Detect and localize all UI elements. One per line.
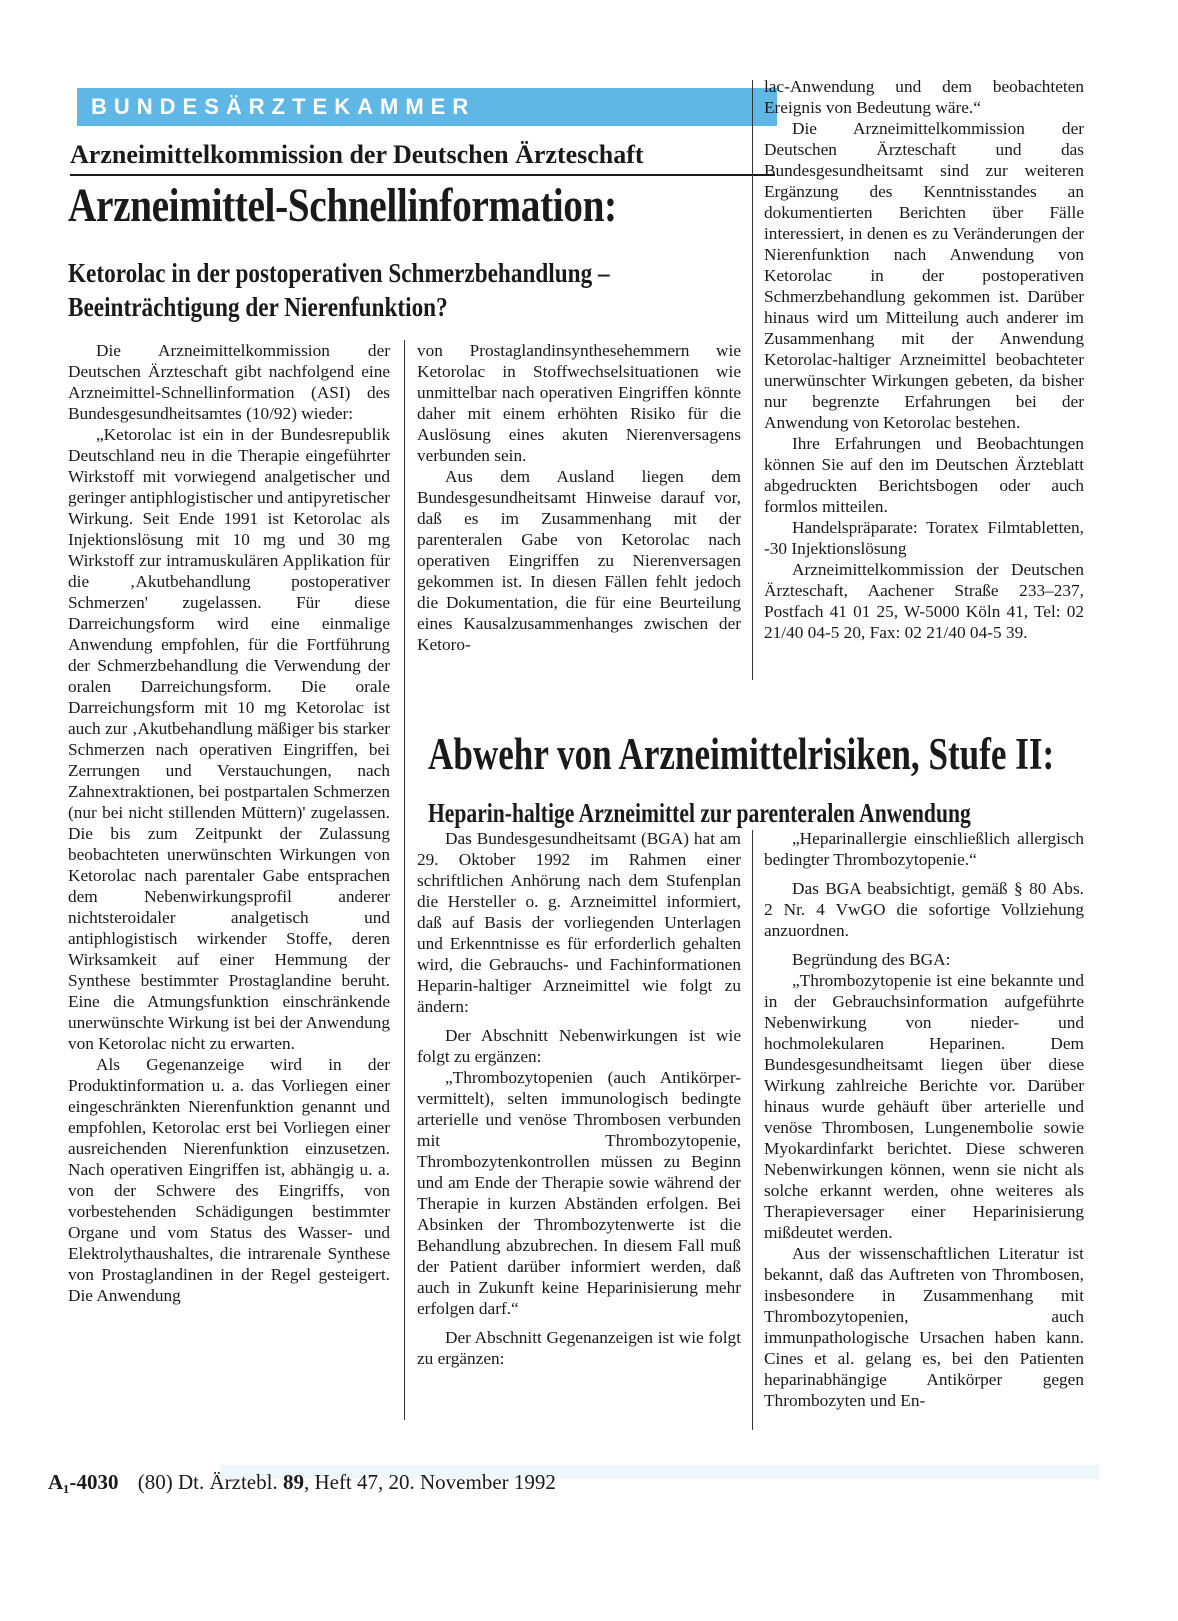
banner-label: BUNDESÄRZTEKAMMER — [91, 94, 476, 119]
paragraph: „Ketorolac ist ein in der Bundesrepublik Deutschland neu in die Therapie eingeführter Wirkstoff mit vorwiegend analgetischer und geringer antiphlogistischer und antipyretischer Wirkung. Seit Ende 1991 ist Ketorolac als Injektionslösung mit 10 mg und 30 mg Wirkstoff zur intramuskulären Applikation für die ‚Akutbehandlung postoperativer Schmerzen' zugelassen. Für diese Darreichungsform wird eine einmalige Anwendung empfohlen, für die Fortführung der Schmerzbehandlung die Verwendung der oralen Darreichungsform. Die orale Darreichungsform mit 10 mg Ketorolac ist auch zur ‚Akutbehandlung mäßiger bis starker Schmerzen nach operativen Eingriffen, bei Zerrungen und Verstauchungen, nach Zahnextraktionen, bei postpartalen Schmerzen (nur bei nicht stillenden Müttern)' zugelassen. Die bis zum Zeitpunkt der Zulassung beobachteten unerwünschten Wirkungen von Ketorolac nach parentaler Gabe entsprachen dem Nebenwirkungsprofil anderer nichtsteroidaler analgetisch und antiphlogistisch wirkender Stoffe, deren Wirksamkeit auf einer Hemmung der Synthese bestimmter Prostaglandine beruht. Eine die Atmungsfunktion einschränkende unerwünschte Wirkung ist bei der Anwendung von Ketorolac nicht zu erwarten. — [68, 425, 391, 1053]
article1-column-2 — [417, 340, 741, 655]
paragraph: von Prostaglandinsynthesehemmern wie Ketorolac in Stoffwechselsituationen wie unmittelbar nach operativen Eingriffen könnte daher mit einem erhöhten Risiko für die Auslösung eines akuten Nierenversagens verbunden sein. — [417, 341, 741, 465]
commission-heading: Arzneimittelkommission der Deutschen Ärzteschaft — [70, 140, 775, 176]
article1-column-3 — [764, 76, 1084, 643]
article-subtitle — [68, 256, 610, 324]
paragraph: Das BGA beabsichtigt, gemäß § 80 Abs. 2 Nr. 4 VwGO die sofortige Vollziehung anzuordnen. — [764, 879, 1084, 940]
paragraph: „Thrombozytopenien (auch Antikörper-vermittelt), selten immunologisch bedingte arterielle und venöse Thrombosen verbunden mit Thrombozytopenie, Thrombozytenkontrollen müssen zu Beginn und am Ende der Therapie sowie während der Therapie in kurzen Abständen erfolgen. Bei Absinken der Thrombozytenwerte ist die Behandlung abzubrechen. In diesem Fall muß der Patient darüber informiert werden, daß auch in Zukunft keine Heparinisierung mehr erfolgen darf.“ — [417, 1068, 741, 1318]
paragraph: Das Bundesgesundheitsamt (BGA) hat am 29. Oktober 1992 im Rahmen einer schriftlichen Anhörung nach dem Stufenplan die Hersteller o. g. Arzneimittel informiert, daß auf Basis der vorliegenden Unterlagen und Erkenntnisse es für erforderlich gehalten wird, die Gebrauchs- und Fachinformationen Heparin-haltiger Arzneimittel wie folgt zu ändern: — [417, 829, 741, 1016]
paragraph: lac-Anwendung und dem beobachteten Ereignis von Bedeutung wäre.“ — [764, 77, 1084, 117]
article-title: Arzneimittel-Schnellinformation: — [68, 179, 617, 232]
paragraph: „Heparinallergie einschließlich allergisch bedingter Thrombozytopenie.“ — [764, 829, 1084, 869]
journal-volume: 89 — [282, 1470, 304, 1494]
article2-subtitle: Heparin-haltige Arzneimittel zur parenteralen Anwendung — [428, 798, 971, 828]
article2-column-2 — [764, 828, 1084, 1411]
column-divider — [404, 340, 405, 1420]
paragraph: Der Abschnitt Gegenanzeigen ist wie folgt zu ergänzen: — [417, 1328, 741, 1368]
section-banner — [77, 88, 777, 126]
paragraph: „Thrombozytopenie ist eine bekannte und in der Gebrauchsinformation aufgeführte Nebenwirkung von nieder- und hochmolekularen Heparinen. Dem Bundesgesundheitsamt liegen über diese Wirkung zahlreiche Berichte vor. Darüber hinaus wurde gehäuft über arterielle und venöse Thrombosen, Lungenembolie sowie Myokardinfarkt berichtet. Diese schweren Nebenwirkungen können, wenn sie nicht als solche erkannt werden, ohne weiteres als Therapieversager einer Heparinisierung mißdeutet werden. — [764, 971, 1084, 1242]
page-number: (80) — [137, 1470, 173, 1494]
article-subtitle-line-2: Beeinträchtigung der Nierenfunktion? — [68, 292, 448, 322]
paragraph: Die Arzneimittelkommission der Deutschen Ärzteschaft gibt nachfolgend eine Arzneimittel-Schnellinformation (ASI) des Bundesgesundheitsamtes (10/92) wieder: — [68, 341, 390, 423]
page-footer — [48, 1470, 556, 1495]
paragraph: Handelspräparate: Toratex Filmtabletten, -30 Injektionslösung — [764, 518, 1084, 558]
column-divider — [752, 830, 753, 1430]
paragraph: Arzneimittelkommission der Deutschen Ärzteschaft, Aachener Straße 233–237, Postfach 41 01 25, W-5000 Köln 41, Tel: 02 21/40 04-5 20, Fax: 02 21/40 04-5 39. — [764, 560, 1084, 642]
page-code: A₁-4030 — [48, 1470, 119, 1494]
article2-column-1 — [417, 828, 741, 1369]
paragraph: Der Abschnitt Nebenwirkungen ist wie folgt zu ergänzen: — [417, 1026, 741, 1066]
paragraph: Die Arzneimittelkommission der Deutschen Ärzteschaft und das Bundesgesundheitsamt sind zur weiteren Ergänzung des Kenntnisstandes an dokumentierten Berichten über Fälle interessiert, in denen es zu Veränderungen der Nierenfunktion nach Anwendung von Ketorolac in der postoperativen Schmerzbehandlung gekommen ist. Darüber hinaus wird um Mitteilung auch anderer im Zusammenhang mit der Anwendung Ketorolac-haltiger Arzneimittel beobachteter unerwünschter Wirkungen gebeten, da bisher nur begrenzte Erfahrungen bei der Anwendung von Ketorolac bestehen. — [764, 119, 1084, 432]
article-subtitle-line-1: Ketorolac in der postoperativen Schmerzbehandlung – — [68, 258, 610, 288]
journal-name: Dt. Ärztebl. — [177, 1470, 278, 1494]
paragraph: Als Gegenanzeige wird in der Produktinformation u. a. das Vorliegen einer eingeschränkten Nierenfunktion genannt und empfohlen, Ketorolac erst bei Vorliegen einer ausreichenden Nierenfunktion einzusetzen. Nach operativen Eingriffen ist, abhängig u. a. von der Schwere des Eingriffs, von vorbestehenden Schädigungen bestimmter Organe und vom Status des Wasser- und Elektrolythaushaltes, die intrarenale Synthese von Prostaglandinen in der Regel gesteigert. Die Anwendung — [68, 1055, 390, 1305]
column-divider — [752, 80, 753, 680]
paragraph: Ihre Erfahrungen und Beobachtungen können Sie auf den im Deutschen Ärzteblatt abgedruckten Berichtsbogen oder auch formlos mitteilen. — [764, 434, 1084, 516]
paragraph: Begründung des BGA: — [792, 950, 951, 969]
paragraph: Aus der wissenschaftlichen Literatur ist bekannt, daß das Auftreten von Thrombosen, insbesondere in Zusammenhang mit Thrombozytopenien, auch immunpathologische Ursachen haben kann. Cines et al. gelang es, bei den Patienten heparinabhängige Antikörper gegen Thrombozyten und En- — [764, 1244, 1084, 1410]
paragraph: Aus dem Ausland liegen dem Bundesgesundheitsamt Hinweise darauf vor, daß es im Zusammenhang mit der parenteralen Gabe von Ketorolac nach operativen Eingriffen zu Nierenversagen gekommen ist. In diesen Fällen fehlt jedoch die Dokumentation, die für eine Beurteilung eines Kausalzusammenhanges zwischen der Ketoro- — [417, 467, 741, 654]
article2-title: Abwehr von Arzneimittelrisiken, Stufe II: — [428, 729, 1055, 779]
article1-column-1 — [68, 340, 390, 1306]
journal-issue: , Heft 47, 20. November 1992 — [303, 1470, 556, 1494]
